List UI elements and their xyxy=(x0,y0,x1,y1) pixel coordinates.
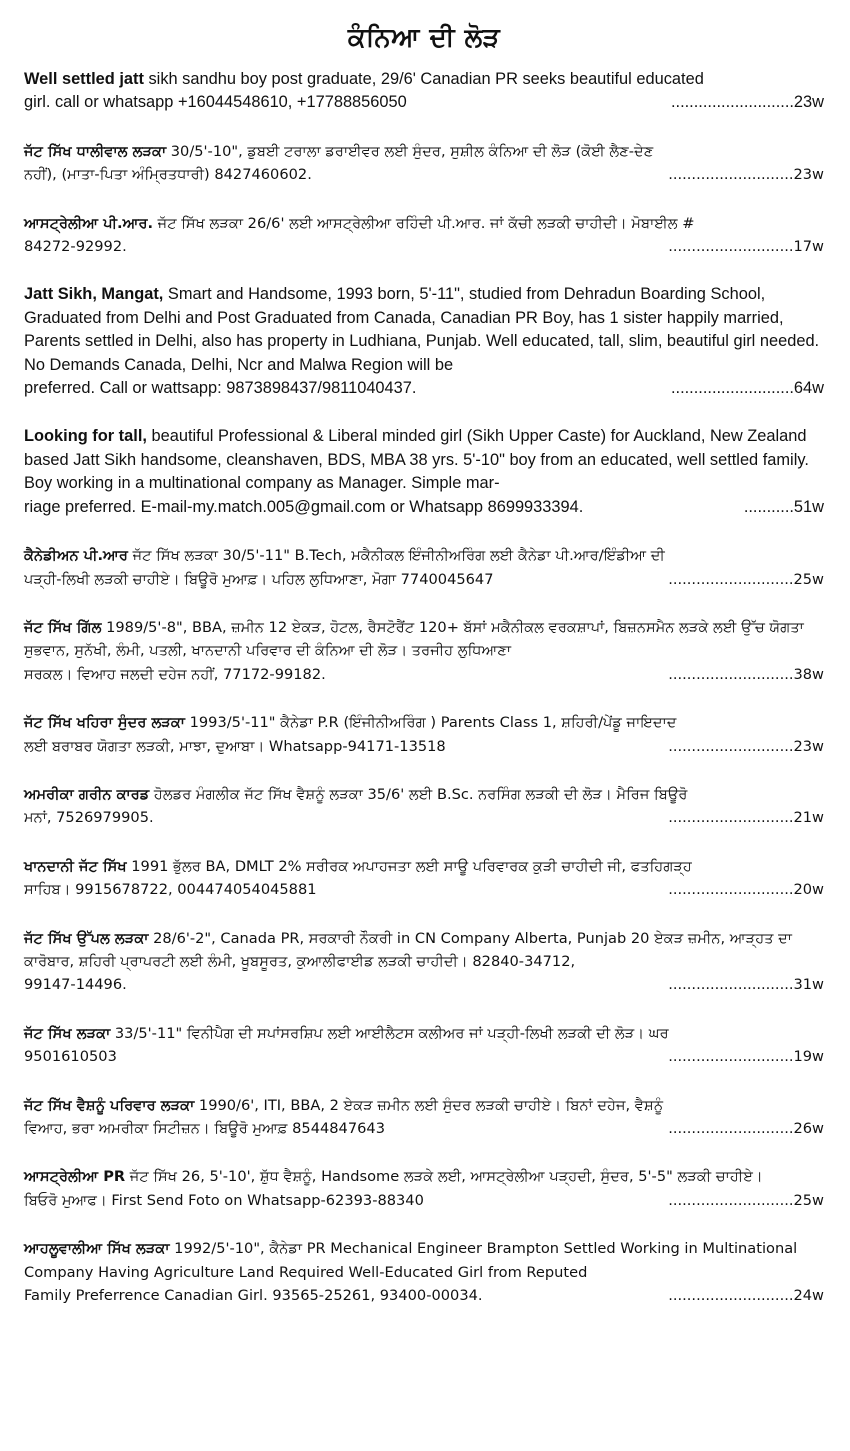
ad-body: 1990/6', ITI, BBA, 2 ਏਕੜ ਜ਼ਮੀਨ ਲਈ ਸੁੰਦਰ ਲੜਕੀ ਚਾਹੀਏ। ਬਿਨਾਂ ਦਹੇਜ, ਵੈਸ਼ਨੂੰ xyxy=(194,1096,664,1114)
ad-last-line xyxy=(24,1284,824,1307)
classified-ad xyxy=(24,425,824,519)
ad-text xyxy=(24,927,824,974)
ad-body: 30/5'-10", ਡੁਬਈ ਟਰਾਲਾ ਡਰਾਈਵਰ ਲਈ ਸੁੰਦਰ, ਸੁਸ਼ੀਲ ਕੰਨਿਆ ਦੀ ਲੋੜ (ਕੋਈ ਲੈਣ-ਦੇਣ xyxy=(166,142,654,160)
classified-ad xyxy=(24,1237,824,1307)
ad-text xyxy=(24,711,824,734)
ad-body: ਹੋਲਡਰ ਮੰਗਲੀਕ ਜੱਟ ਸਿੱਖ ਵੈਸ਼ਨੂੰ ਲੜਕਾ 35/6' ਲਈ B.Sc. ਨਰਸਿੰਗ ਲੜਕੀ ਦੀ ਲੋੜ। ਮੈਰਿਜ ਬਿਊਰੋ xyxy=(149,785,688,803)
ad-last-line xyxy=(24,735,824,758)
word-count: ...........................19w xyxy=(668,1048,824,1066)
word-count: ...........................20w xyxy=(668,881,824,899)
ad-last-line xyxy=(24,1045,824,1068)
ad-last-line xyxy=(24,235,824,258)
word-count: ...........................23w xyxy=(668,166,824,184)
ad-lead: ਜੱਟ ਸਿੱਖ ਵੈਸ਼ਨੂੰ ਪਰਿਵਾਰ ਲੜਕਾ xyxy=(24,1096,195,1114)
ad-text xyxy=(24,1237,824,1284)
classified-ad xyxy=(24,616,824,686)
ad-lead: ਜੱਟ ਸਿੱਖ ਉੱਪਲ ਲੜਕਾ xyxy=(24,929,149,947)
word-count: ...........................31w xyxy=(668,976,824,994)
page-title: ਕੰਨਿਆ ਦੀ ਲੋੜ xyxy=(347,23,501,53)
ad-text xyxy=(24,68,824,91)
ad-text xyxy=(24,283,824,377)
ad-last-text: ਨਹੀਂ), (ਮਾਤਾ-ਪਿਤਾ ਅੰਮ੍ਰਿਤਧਾਰੀ) 8427460602. xyxy=(24,166,312,184)
ad-last-text: ਪੜ੍ਹੀ-ਲਿਖੀ ਲੜਕੀ ਚਾਹੀਏ। ਬਿਊਰੋ ਮੁਆਫ਼। ਪਹਿਲ ਲੁਧਿਆਣਾ, ਮੋਗਾ 7740045647 xyxy=(24,570,494,588)
ad-lead: ਜੱਟ ਸਿੱਖ ਖਹਿਰਾ ਸੁੰਦਰ ਲੜਕਾ xyxy=(24,714,185,732)
ad-text xyxy=(24,855,824,878)
ad-last-text: ਮਨਾਂ, 7526979905. xyxy=(24,809,154,827)
word-count: ...........................25w xyxy=(668,570,824,588)
ad-last-text: riage preferred. E-mail-my.match.005@gmail.com or Whatsapp 8699933394. xyxy=(24,497,584,516)
ad-lead: ਆਸਟ੍ਰੇਲੀਆ ਪੀ.ਆਰ. xyxy=(24,214,154,232)
ad-lead: ਜੱਟ ਸਿੱਖ ਲੜਕਾ xyxy=(24,1024,111,1042)
ad-body: 1993/5'-11" ਕੈਨੇਡਾ P.R (ਇੰਜੀਨੀਅਰਿੰਗ ) Parents Class 1, ਸ਼ਹਿਰੀ/ਪੇਂਡੂ ਜਾਇਦਾਦ xyxy=(184,714,677,732)
ad-lead: ਕੈਨੇਡੀਅਨ ਪੀ.ਆਰ xyxy=(24,547,128,565)
ad-lead: Looking for tall, xyxy=(24,427,147,446)
ad-last-text: 84272-92992. xyxy=(24,238,127,256)
ad-last-text: 9501610503 xyxy=(24,1048,117,1066)
ad-body: ਜੱਟ ਸਿੱਖ ਲੜਕਾ 26/6' ਲਈ ਆਸਟ੍ਰੇਲੀਆ ਰਹਿੰਦੀ ਪੀ.ਆਰ. ਜਾਂ ਕੱਚੀ ਲੜਕੀ ਚਾਹੀਦੀ। ਮੋਬਾਈਲ # xyxy=(153,214,695,232)
ad-last-line xyxy=(24,1117,824,1140)
ad-last-text: ਸਰਕਲ। ਵਿਆਹ ਜਲਦੀ ਦਹੇਜ ਨਹੀਂ, 77172-99182. xyxy=(24,665,326,683)
ad-last-line xyxy=(24,878,824,901)
ad-last-line xyxy=(24,663,824,686)
ad-last-line xyxy=(24,377,824,400)
word-count: ...........................25w xyxy=(668,1191,824,1209)
classified-ad xyxy=(24,1165,824,1212)
ad-lead: Well settled jatt xyxy=(24,70,144,88)
ad-body: 33/5'-11" ਵਿਨੀਪੈਗ ਦੀ ਸਪਾਂਸਰਸ਼ਿਪ ਲਈ ਆਈਲੈਟਸ ਕਲੀਅਰ ਜਾਂ ਪੜ੍ਹੀ-ਲਿਖੀ ਲੜਕੀ ਦੀ ਲੋੜ। ਘਰ xyxy=(110,1024,669,1042)
ad-lead: ਆਹਲੂਵਾਲੀਆ ਸਿੱਖ ਲੜਕਾ xyxy=(24,1240,170,1258)
ad-lead: ਜੱਟ ਸਿੱਖ ਗਿੱਲ xyxy=(24,618,102,636)
ad-body: beautiful Professional & Liberal minded girl (Sikh Upper Caste) for Auckland, New Zealand based Jatt Sikh handsome, cleanshaven, BDS, MBA 38 yrs. 5'-10" boy from an educated, well settled family. Boy working in a multinational company as Manager. Simple mar- xyxy=(24,427,809,493)
classified-ad xyxy=(24,855,824,902)
ad-last-line xyxy=(24,496,824,519)
word-count: ...........................26w xyxy=(668,1120,824,1137)
ad-text xyxy=(24,140,824,163)
classified-ad xyxy=(24,1022,824,1069)
ad-text xyxy=(24,616,824,663)
ad-last-text: preferred. Call or wattsapp: 9873898437/9811040437. xyxy=(24,379,417,398)
ad-body: 28/6'-2", Canada PR, ਸਰਕਾਰੀ ਨੌਕਰੀ in CN Company Alberta, Punjab 20 ਏਕੜ ਜ਼ਮੀਨ, ਆੜ੍ਹਤ ਦਾ ਕਾਰੋਬਾਰ, ਸ਼ਹਿਰੀ ਪ੍ਰਾਪਰਟੀ ਲਈ ਲੰਮੀ, ਖੂਬਸੂਰਤ, ਕੁਆਲੀਫਾਈਡ ਲੜਕੀ ਚਾਹੀਦੀ। 82840-34712, xyxy=(24,929,792,970)
classified-ad xyxy=(24,927,824,997)
word-count: ...........................23w xyxy=(668,737,824,755)
ad-body: 1989/5'-8", BBA, ਜ਼ਮੀਨ 12 ਏਕੜ, ਹੋਟਲ, ਰੈਸਟੋਰੈਂਟ 120+ ਬੱਸਾਂ ਮਕੈਨੀਕਲ ਵਰਕਸ਼ਾਪਾਂ, ਬਿਜ਼ਨਸਮੈਨ ਲੜਕੇ ਲਈ ਉੱਚ ਯੋਗਤਾ ਸੁਭਵਾਨ, ਸੁਨੱਖੀ, ਲੰਮੀ, ਪਤਲੀ, ਖਾਨਦਾਨੀ ਪਰਿਵਾਰ ਦੀ ਕੰਨਿਆ ਦੀ ਲੋੜ। ਤਰਜੀਹ ਲੁਧਿਆਣਾ xyxy=(24,618,804,660)
word-count: ...........................17w xyxy=(668,238,824,256)
ad-last-line xyxy=(24,91,824,114)
classified-ad xyxy=(24,212,824,259)
classified-ad xyxy=(24,68,824,115)
word-count: ...........................38w xyxy=(668,665,824,683)
classified-ad xyxy=(24,544,824,591)
classified-ad xyxy=(24,283,824,400)
ads-list xyxy=(24,68,824,1307)
ad-text xyxy=(24,212,824,235)
ad-last-line xyxy=(24,806,824,829)
ad-last-text: ਸਾਹਿਬ। 9915678722, 004474054045881 xyxy=(24,881,317,899)
ad-lead: ਅਮਰੀਕਾ ਗਰੀਨ ਕਾਰਡ xyxy=(24,785,150,803)
ad-lead: Jatt Sikh, Mangat, xyxy=(24,285,164,304)
ad-last-line xyxy=(24,163,824,186)
ad-last-text: ਬਿਓਰੋ ਮੁਆਫ। First Send Foto on Whatsapp-62393-88340 xyxy=(24,1191,424,1209)
ad-last-text: girl. call or whatsapp +16044548610, +17788856050 xyxy=(24,93,407,112)
ad-last-text: 99147-14496. xyxy=(24,976,127,994)
word-count: ...........................23w xyxy=(670,93,824,112)
ad-text xyxy=(24,783,824,806)
ad-body: 1992/5'-10", ਕੈਨੇਡਾ PR Mechanical Engineer Brampton Settled Working in Multinational Company Having Agriculture Land Required Well-Educated Girl from Reputed xyxy=(24,1240,798,1281)
ad-last-text: ਲਈ ਬਰਾਬਰ ਯੋਗਤਾ ਲੜਕੀ, ਮਾਝਾ, ਦੁਆਬਾ। Whatsapp-94171-13518 xyxy=(24,737,446,755)
ad-lead: ਜੱਟ ਸਿੱਖ ਧਾਲੀਵਾਲ ਲੜਕਾ xyxy=(24,142,167,160)
ad-last-line xyxy=(24,1189,824,1212)
ad-last-line xyxy=(24,568,824,591)
ad-text xyxy=(24,1022,824,1045)
ad-body: 1991 ਭੁੱਲਰ BA, DMLT 2% ਸਰੀਰਕ ਅਪਾਹਜਤਾ ਲਈ ਸਾਊ ਪਰਿਵਾਰਕ ਕੁੜੀ ਚਾਹੀਦੀ ਜੀ, ਫਤਹਿਗੜ੍ਹ xyxy=(126,857,692,875)
ad-body: ਜੱਟ ਸਿੱਖ 26, 5'-10', ਸ਼ੁੱਧ ਵੈਸ਼ਨੂੰ, Handsome ਲੜਕੇ ਲਈ, ਆਸਟ੍ਰੇਲੀਆ ਪੜ੍ਹਦੀ, ਸੁੰਦਰ, 5'-5" ਲੜਕੀ ਚਾਹੀਏ। xyxy=(125,1168,763,1186)
word-count: ...........................64w xyxy=(670,379,824,398)
classified-ad xyxy=(24,783,824,830)
ad-text xyxy=(24,544,824,567)
classified-ad xyxy=(24,140,824,187)
ad-body: ਜੱਟ ਸਿੱਖ ਲੜਕਾ 30/5'-11" B.Tech, ਮਕੈਨੀਕਲ ਇੰਜੀਨੀਅਰਿੰਗ ਲਈ ਕੈਨੇਡਾ ਪੀ.ਆਰ/ਇੰਡੀਆ ਦੀ xyxy=(127,547,665,565)
ad-lead: ਆਸਟ੍ਰੇਲੀਆ PR xyxy=(24,1168,126,1186)
ad-text xyxy=(24,1165,824,1188)
ad-text xyxy=(24,425,824,495)
ad-last-text: Family Preferrence Canadian Girl. 93565-25261, 93400-00034. xyxy=(24,1287,483,1305)
ad-text xyxy=(24,1094,824,1117)
ad-body: Smart and Handsome, 1993 born, 5'-11", studied from Dehradun Boarding School, Graduated from Delhi and Post Graduated from Canada, Canadian PR Boy, has 1 sister happily married, Parents settled in Delhi, also has property in Ludhiana, Punjab. Well educated, tall, slim, beautiful girl needed. No Demands Canada, Delhi, Ncr and Malwa Region will be xyxy=(24,285,820,374)
classified-ad xyxy=(24,1094,824,1141)
word-count: ...........51w xyxy=(743,497,824,516)
ad-last-line xyxy=(24,973,824,996)
ad-body: sikh sandhu boy post graduate, 29/6' Canadian PR seeks beautiful educated xyxy=(143,70,704,88)
ad-last-text: ਵਿਆਹ, ਭਰਾ ਅਮਰੀਕਾ ਸਿਟੀਜ਼ਨ। ਬਿਊਰੋ ਮੁਆਫ਼ 8544847643 xyxy=(24,1120,385,1137)
ad-lead: ਖਾਨਦਾਨੀ ਜੱਟ ਸਿੱਖ xyxy=(24,857,127,875)
classified-ad xyxy=(24,711,824,758)
word-count: ...........................21w xyxy=(668,809,824,827)
word-count: ...........................24w xyxy=(668,1287,824,1305)
